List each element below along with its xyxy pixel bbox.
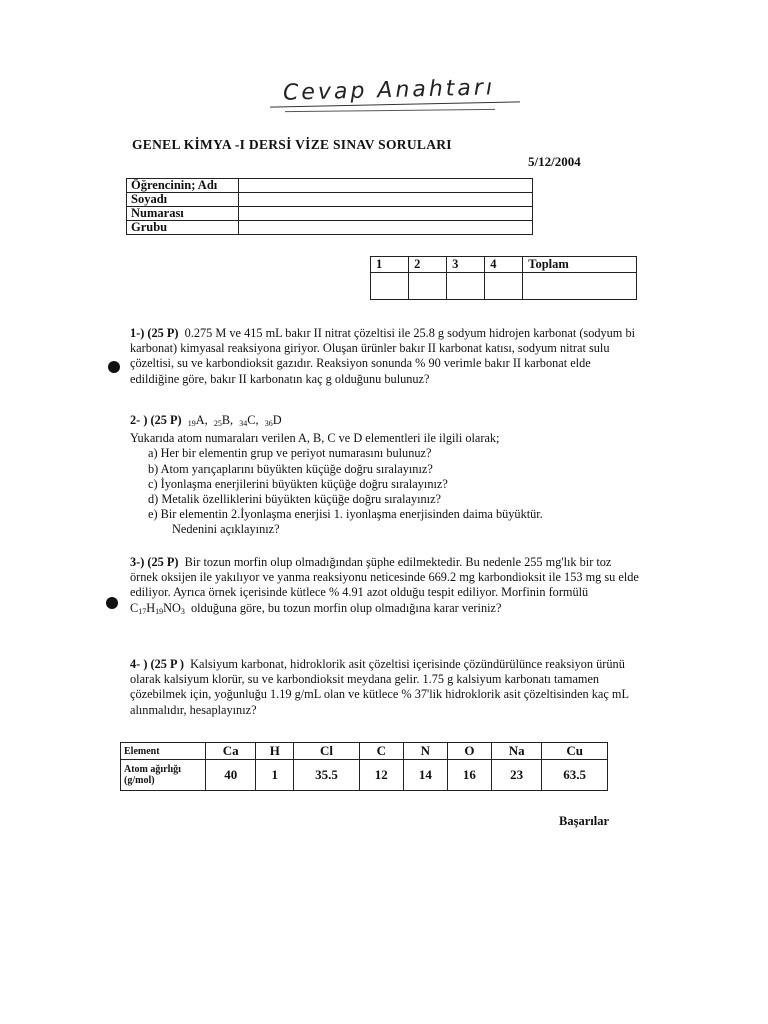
element-symbol: H (256, 743, 294, 760)
question-1 (130, 326, 640, 387)
label-number: Numarası (127, 207, 239, 221)
exam-title: GENEL KİMYA -I DERSİ VİZE SINAV SORULARI (132, 137, 452, 152)
score-table (370, 256, 637, 300)
question-3-text-b: olduğuna göre, bu tozun morfin olup olmadığına karar veriniz? (191, 600, 502, 615)
element-symbol: O (447, 743, 491, 760)
question-4 (130, 657, 640, 718)
element-symbol: N (403, 743, 447, 760)
question-2-option-b: b) Atom yarıçaplarını büyükten küçüğe doğru sıralayınız? (148, 461, 433, 476)
label-name: Öğrencinin; Adı (127, 179, 239, 193)
score-header-total: Toplam (523, 257, 637, 273)
element-symbol: Cu (542, 743, 608, 760)
element-a: A, (195, 413, 208, 427)
question-2-option-a: a) Her bir elementin grup ve periyot numarasını bulunuz? (148, 446, 432, 461)
question-4-text: Kalsiyum karbonat, hidroklorik asit çözeltisi içerisinde çözündürülünce reaksiyon ürünü olarak kalsiyum klorür, su ve karbondioksit meydana gelir. 1.75 g kalsiyum karbonatı tamamen çözebilmek için, yoğunluğu 1.19 g/mL olan ve kütlece % 37'lik hidroklorik asit çözeltisinden kaç mL alınmalıdır, hesaplayınız? (130, 657, 629, 717)
closing-note: Başarılar (559, 814, 609, 828)
score-cell-1[interactable] (371, 273, 409, 300)
element-d: D (272, 413, 282, 427)
element-row-label: Element (121, 743, 206, 760)
question-2-number: 2- ) (25 P) (130, 413, 182, 427)
atomic-weight: 14 (403, 760, 447, 791)
element-b: B, (221, 413, 234, 427)
element-c-z: 34 (239, 419, 248, 428)
question-1-number: 1-) (25 P) (130, 326, 179, 340)
field-surname[interactable] (239, 193, 533, 207)
label-group: Grubu (127, 221, 239, 235)
question-2-intro: Yukarıda atom numaraları verilen A, B, C ve D elementleri ile ilgili olarak; (130, 431, 500, 446)
field-number[interactable] (239, 207, 533, 221)
element-a-z: 19 (187, 419, 196, 428)
atomic-weight: 23 (491, 760, 541, 791)
question-3 (130, 555, 640, 619)
atomic-weight: 16 (447, 760, 491, 791)
punch-hole-mark (108, 361, 120, 373)
score-cell-3[interactable] (447, 273, 485, 300)
exam-date: 5/12/2004 (528, 154, 581, 169)
question-1-text: 0.275 M ve 415 mL bakır II nitrat çözeltisi ile 25.8 g sodyum hidrojen karbonat (sodyum bi karbonat) kimyasal reaksiyona giriyor. Oluşan ürünler bakır II karbonat katısı, sodyum nitrat sulu çözeltisi, su ve karbondioksit gazıdır. Reaksiyon sonunda % 90 verimle bakır II karbonat elde edildiğine göre, bakır II karbonatın kaç g olduğunu bulunuz? (130, 326, 636, 386)
field-name[interactable] (239, 179, 533, 193)
element-symbol: Cl (294, 743, 360, 760)
atomic-weight: 63.5 (542, 760, 608, 791)
atomic-weight: 40 (206, 760, 256, 791)
score-cell-total[interactable] (523, 273, 637, 300)
question-4-number: 4- ) (25 P ) (130, 657, 184, 671)
atomic-weight: 35.5 (294, 760, 360, 791)
punch-hole-mark-2 (106, 597, 118, 609)
element-c: C, (247, 413, 259, 427)
question-2-option-c: c) İyonlaşma enerjilerini büyükten küçüğe doğru sıralayınız? (148, 476, 448, 491)
question-3-text-a: Bir tozun morfin olup olmadığından şüphe edilmektedir. Bu nedenle 255 mg'lık bir toz örnek oksijen ile yakılıyor ve yanma reaksiyonu neticesinde 669.2 mg karbondioksit ile 153 mg su elde ediliyor. Ayrıca örnek içerisinde kütlece % 4.91 azot olduğu tespit ediliyor. Morfinin formülü (130, 555, 639, 600)
score-cell-2[interactable] (409, 273, 447, 300)
handwritten-underline-2 (285, 109, 495, 112)
question-2-option-e-cont: Nedenini açıklayınız? (172, 522, 280, 537)
field-group[interactable] (239, 221, 533, 235)
score-header-1: 1 (371, 257, 409, 273)
morphine-formula: $C_{17}H_{19}NO_3$ (130, 600, 185, 616)
question-3-number: 3-) (25 P) (130, 555, 179, 569)
atomic-weight-table (120, 742, 608, 791)
handwritten-title: Cevap Anahtarı (282, 75, 496, 106)
question-2-option-d: d) Metalik özelliklerini büyükten küçüğe doğru sıralayınız? (148, 492, 441, 507)
weight-row-label: Atom ağırlığı (g/mol) (121, 760, 206, 791)
atomic-weight: 12 (359, 760, 403, 791)
element-symbol: C (359, 743, 403, 760)
score-cell-4[interactable] (485, 273, 523, 300)
element-symbol: Ca (206, 743, 256, 760)
score-header-3: 3 (447, 257, 485, 273)
student-info-table (126, 178, 533, 235)
score-header-4: 4 (485, 257, 523, 273)
element-symbol: Na (491, 743, 541, 760)
element-d-z: 36 (264, 419, 273, 428)
question-2 (130, 413, 640, 538)
question-2-option-e: e) Bir elementin 2.İyonlaşma enerjisi 1. iyonlaşma enerjisinden daima büyüktür. (148, 507, 543, 522)
score-header-2: 2 (409, 257, 447, 273)
element-b-z: 25 (213, 419, 222, 428)
label-surname: Soyadı (127, 193, 239, 207)
atomic-weight: 1 (256, 760, 294, 791)
